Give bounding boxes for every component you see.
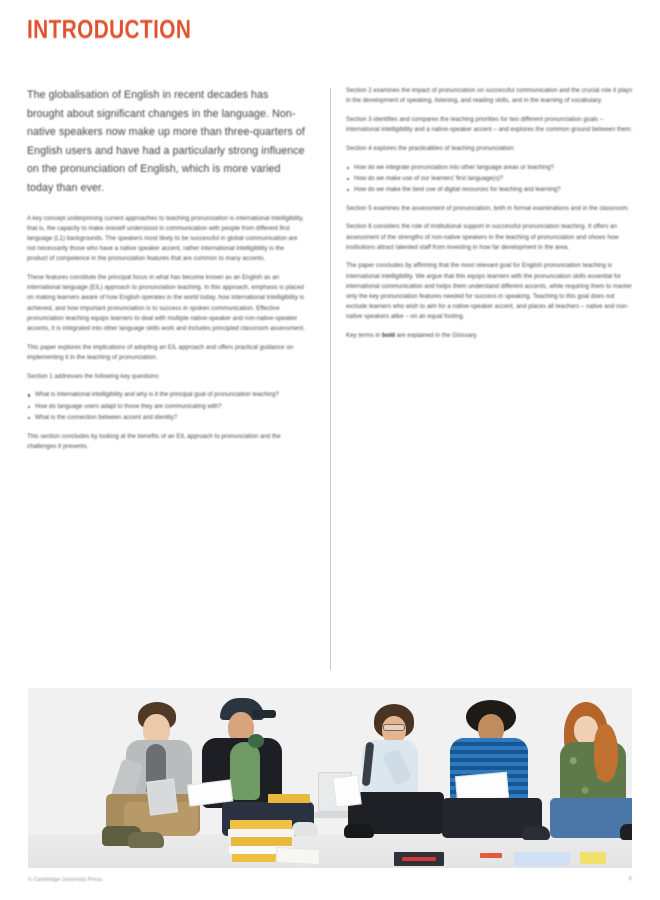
inner-shirt — [230, 742, 260, 800]
article-body — [0, 86, 660, 676]
left-paragraph-1: A key concept underpinning current approaches to teaching pronunciation is international intelligibility, that is, the capacity to make oneself understood in communication with people from different first language (L1) backgrounds. The speakers most likely to be successful in global communication are not necessarily those who have a native speaker accent, rather international intelligibility is the product of competence in the pronunciation features that are common to many accents. — [27, 214, 304, 263]
key-terms-note-prefix: Key terms in — [346, 332, 382, 340]
paper-sheet — [332, 775, 361, 808]
book — [231, 837, 292, 846]
floor-pen — [480, 853, 502, 858]
list-item: How do we integrate pronunciation into other language areas or teaching? — [346, 163, 634, 173]
floor-paper — [276, 847, 321, 865]
key-terms-note-emphasis: bold — [381, 332, 395, 340]
list-item: How do we make use of our learners' first language(s)? — [346, 174, 634, 184]
page-number: 5 — [628, 876, 632, 882]
left-column — [27, 86, 305, 676]
page-footer — [0, 868, 660, 900]
floor-folder — [514, 852, 570, 866]
list-item: How do language users adapt to those they are communicating with? — [27, 402, 305, 412]
right-paragraph-section3: Section 3 identifies and compares the teaching priorities for two different pronunciation goals – international intelligibility and a native-speaker accent – and explores the common ground between them. — [346, 115, 633, 134]
shoe — [128, 832, 164, 848]
photo-student-4 — [440, 700, 552, 854]
book — [228, 829, 294, 837]
headphones-icon — [248, 734, 264, 748]
right-paragraph-section5: Section 5 examines the assessment of pronunciation, both in formal examinations and in the classroom. — [346, 204, 630, 212]
photo-student-5 — [538, 702, 632, 854]
glasses-icon — [383, 724, 405, 731]
list-item: How do we make the best use of digital resources for teaching and learning? — [346, 185, 634, 195]
photo-student-3 — [348, 704, 454, 854]
shoe — [292, 822, 318, 836]
left-closing-paragraph: This section concludes by looking at the benefits of an EIL approach to pronunciation and the challenges it presents. — [27, 432, 281, 450]
key-terms-note-suffix: are explained in the Glossary. — [394, 332, 478, 340]
list-item: What is the connection between accent and identity? — [27, 413, 305, 423]
right-paragraph-section6: Section 6 considers the role of institutional support in successful pronunciation teaching. It offers an assessment of the strengths of non-native speakers in the teaching of pronunciation and shows how institutions attract talented staff from investing in how far development in the area. — [346, 223, 619, 251]
left-paragraph-2: These features constitute the principal focus in what has become known as an English as an international language (EIL) approach to pronunciation teaching. In this approach, emphasis is placed on making learners aware of how English operates in the world today, how international intelligibility is achieved, and how important pronunciation is to success in spoken communication. Effective pronunciation teaching equips learners to deal with multiple native-speaker and non-native-speaker accents, it is integrated into other language skills work and includes principled classroom assessment. — [27, 274, 305, 333]
right-paragraph-section2: Section 2 examines the impact of pronunciation on successful communication and the crucial role it plays in the development of speaking, listening, and reading skills, and in the learning of vocabulary. — [346, 87, 633, 105]
left-bullet-list — [27, 390, 305, 423]
lead-paragraph: The globalisation of English in recent decades has brought about significant changes in the language. Non-native speakers now make up more than three-quarters of English users and have had a particularly strong influence on the pronunciation of English, which is more varied today than ever. — [27, 89, 305, 194]
shoe — [620, 824, 632, 840]
right-bullet-list — [346, 163, 634, 196]
floor-sticky-note — [580, 852, 606, 864]
left-paragraph-3: This paper explores the implications of adopting an EIL approach and offers practical guidance on implementing it in the teaching of pronunciation. — [27, 343, 294, 361]
right-paragraph-conclusion: The paper concludes by affirming that the most relevant goal for English pronunciation teaching is international intelligibility. We argue that this equips learners with the pronunciation skills essential for international communication and helps them understand different accents, while requiring them to master only the key pronunciation features needed for success in speaking. Teaching to this goal does not exclude learners who wish to aim for a native-speaker accent, and places all teachers – native and non-native speakers alike – on an equal footing. — [346, 262, 632, 321]
page-title: INTRODUCTION — [27, 14, 192, 44]
left-section-intro: Section 1 addresses the following key questions: — [27, 372, 160, 380]
right-column — [346, 86, 634, 676]
cap-brim — [252, 710, 276, 718]
tablet — [146, 778, 178, 815]
students-photo — [28, 688, 632, 868]
footer-credit: © Cambridge University Press — [28, 877, 102, 883]
book — [268, 794, 310, 803]
floor-marker — [402, 857, 436, 861]
list-item: What is international intelligibility and why is it the principal goal of pronunciation teaching? — [27, 390, 305, 400]
key-terms-note — [346, 331, 634, 341]
hair-front — [594, 724, 618, 782]
book — [230, 820, 292, 829]
shoe — [344, 824, 374, 838]
right-paragraph-section4: Section 4 explores the practicalities of teaching pronunciation: — [346, 144, 515, 152]
column-divider — [330, 88, 331, 670]
